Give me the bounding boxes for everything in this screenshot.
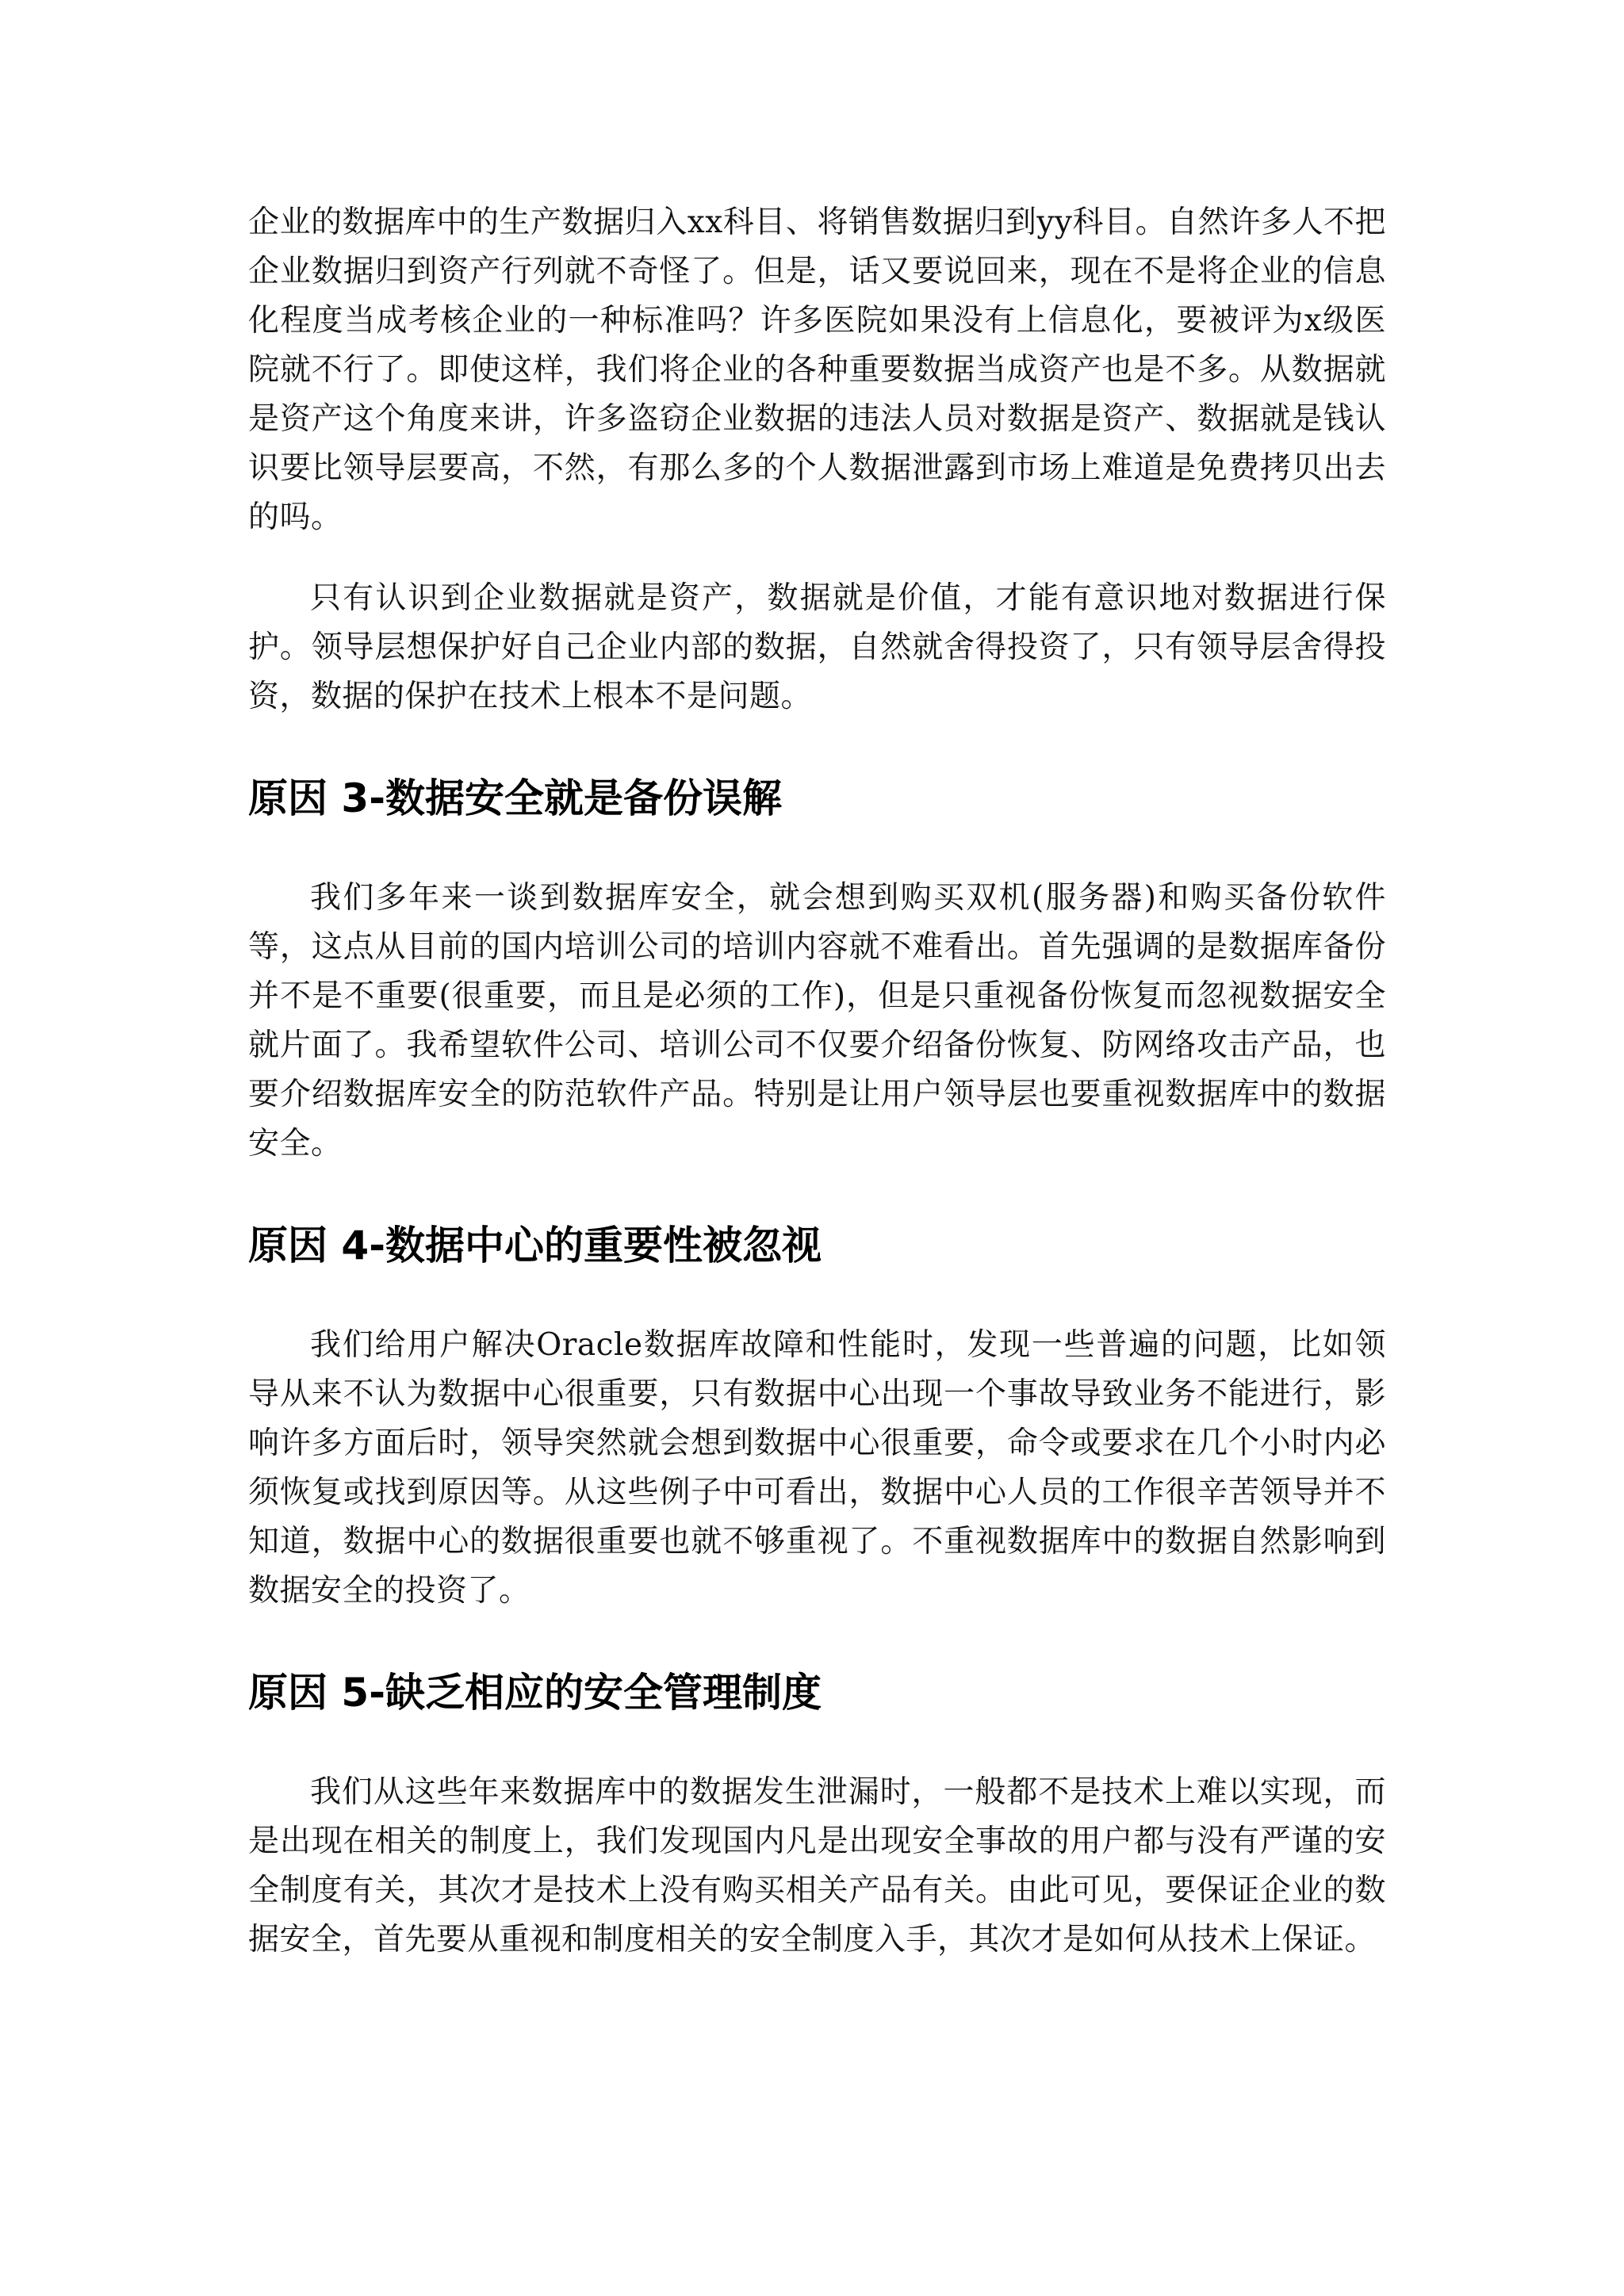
document-body [248,198,1386,1965]
heading-reason-4: 原因 4-数据中心的重要性被忽视 [248,1223,822,1269]
heading-reason-5: 原因 5-缺乏相应的安全管理制度 [248,1670,822,1716]
paragraph-data-as-asset: 企业的数据库中的生产数据归入xx科目、将销售数据归到yy科目。自然许多人不把企业数据归到资产行列就不奇怪了。但是，话又要说回来，现在不是将企业的信息化程度当成考核企业的一种标准吗？许多医院如果没有上信息化，要被评为x级医院就不行了。即使这样，我们将企业的各种重要数据当成资产也是不多。从数据就是资产这个角度来讲，许多盗窃企业数据的违法人员对数据是资产、数据就是钱认识要比领导层要高，不然，有那么多的个人数据泄露到市场上难道是免费拷贝出去的吗。 [248,205,1386,535]
paragraph-data-center-ignored: 我们给用户解决Oracle数据库故障和性能时，发现一些普遍的问题，比如领导从来不认为数据中心很重要，只有数据中心出现一个事故导致业务不能进行，影响许多方面后时，领导突然就会想到数据中心很重要，命令或要求在几个小时内必须恢复或找到原因等。从这些例子中可看出，数据中心人员的工作很辛苦领导并不知道，数据中心的数据很重要也就不够重视了。不重视数据库中的数据自然影响到数据安全的投资了。 [248,1327,1386,1609]
paragraph-protect-data: 只有认识到企业数据就是资产，数据就是价值，才能有意识地对数据进行保护。领导层想保护好自己企业内部的数据，自然就舍得投资了，只有领导层舍得投资，数据的保护在技术上根本不是问题。 [248,580,1386,714]
paragraph-backup-misunderstanding: 我们多年来一谈到数据库安全，就会想到购买双机(服务器)和购买备份软件等，这点从目前的国内培训公司的培训内容就不难看出。首先强调的是数据库备份并不是不重要(很重要，而且是必须的工作)，但是只重视备份恢复而忽视数据安全就片面了。我希望软件公司、培训公司不仅要介绍备份恢复、防网络攻击产品，也要介绍数据库安全的防范软件产品。特别是让用户领导层也要重视数据库中的数据安全。 [248,880,1386,1161]
heading-reason-3: 原因 3-数据安全就是备份误解 [248,775,782,821]
paragraph-management-system: 我们从这些年来数据库中的数据发生泄漏时，一般都不是技术上难以实现，而是出现在相关的制度上，我们发现国内凡是出现安全事故的用户都与没有严谨的安全制度有关，其次才是技术上没有购买相关产品有关。由此可见，要保证企业的数据安全，首先要从重视和制度相关的安全制度入手，其次才是如何从技术上保证。 [248,1774,1386,1957]
